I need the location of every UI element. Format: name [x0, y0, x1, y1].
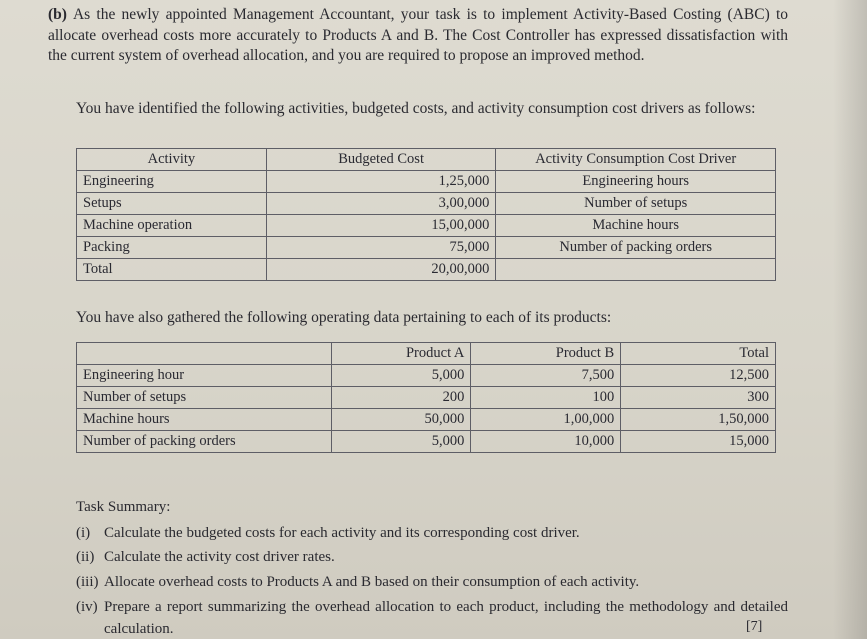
- question-intro: [48, 5, 788, 67]
- task-item-text: Calculate the budgeted costs for each activity and its corresponding cost driver.: [104, 525, 580, 541]
- task-item: [76, 522, 788, 544]
- task-item-number: (iii): [76, 574, 99, 590]
- activity-cell: Total: [77, 259, 267, 281]
- header-budgeted-cost: Budgeted Cost: [266, 149, 496, 171]
- activities-intro: You have identified the following activities, budgeted costs, and activity consumption cost drivers as follows:: [76, 100, 756, 117]
- driver-cell: Engineering hours: [496, 171, 776, 193]
- activities-table: [76, 148, 776, 281]
- header-cost-driver: Activity Consumption Cost Driver: [496, 149, 776, 171]
- table-row: [77, 193, 776, 215]
- product-a-cell: 50,000: [331, 409, 471, 431]
- table-row-total: [77, 259, 776, 281]
- page-edge-shadow: [833, 0, 867, 639]
- driver-cell: [496, 259, 776, 281]
- driver-cell: Number of setups: [496, 193, 776, 215]
- product-b-cell: 10,000: [471, 431, 621, 453]
- product-a-cell: 5,000: [331, 431, 471, 453]
- product-b-cell: 1,00,000: [471, 409, 621, 431]
- task-item: [76, 596, 788, 639]
- activity-cell: Packing: [77, 237, 267, 259]
- metric-cell: Number of packing orders: [77, 431, 332, 453]
- task-item-text: Prepare a report summarizing the overhead allocation to each product, including the methodology and detailed calculation.: [104, 599, 788, 637]
- driver-cell: Machine hours: [496, 215, 776, 237]
- task-summary-title: Task Summary:: [76, 499, 171, 515]
- cost-cell: 3,00,000: [266, 193, 496, 215]
- task-item-text: Allocate overhead costs to Products A and B based on their consumption of each activity.: [104, 574, 640, 590]
- metric-cell: Number of setups: [77, 387, 332, 409]
- task-item-number: (ii): [76, 549, 95, 565]
- header-total: Total: [621, 343, 776, 365]
- table-row: [77, 215, 776, 237]
- driver-cell: Number of packing orders: [496, 237, 776, 259]
- header-product-a: Product A: [331, 343, 471, 365]
- task-item-number: (iv): [76, 599, 98, 615]
- table-row: [77, 237, 776, 259]
- table-header-row: [77, 149, 776, 171]
- total-cell: 1,50,000: [621, 409, 776, 431]
- header-blank: [77, 343, 332, 365]
- question-intro-text: As the newly appointed Management Accountant, your task is to implement Activity-Based Costing (ABC) to allocate overhead costs more accurately to Products A and B. The Cost Controller has expressed dissatisfaction with the current system of overhead allocation, and you are required to propose an improved method.: [48, 6, 788, 64]
- total-cell: 300: [621, 387, 776, 409]
- question-label: (b): [48, 6, 67, 23]
- table-row: [77, 387, 776, 409]
- cost-cell: 1,25,000: [266, 171, 496, 193]
- cost-cell: 75,000: [266, 237, 496, 259]
- task-item: [76, 571, 788, 593]
- operating-data-table: [76, 342, 776, 453]
- marks-label: [7]: [746, 619, 763, 634]
- product-a-cell: 200: [331, 387, 471, 409]
- table-row: [77, 431, 776, 453]
- total-cell: 15,000: [621, 431, 776, 453]
- activity-cell: Engineering: [77, 171, 267, 193]
- table-row: [77, 409, 776, 431]
- header-activity: Activity: [77, 149, 267, 171]
- total-cell: 12,500: [621, 365, 776, 387]
- cost-cell: 15,00,000: [266, 215, 496, 237]
- product-a-cell: 5,000: [331, 365, 471, 387]
- header-product-b: Product B: [471, 343, 621, 365]
- product-b-cell: 7,500: [471, 365, 621, 387]
- activity-cell: Setups: [77, 193, 267, 215]
- task-item-number: (i): [76, 525, 91, 541]
- activity-cell: Machine operation: [77, 215, 267, 237]
- metric-cell: Machine hours: [77, 409, 332, 431]
- table-row: [77, 171, 776, 193]
- task-item-text: Calculate the activity cost driver rates.: [104, 549, 335, 565]
- cost-cell: 20,00,000: [266, 259, 496, 281]
- operating-intro: You have also gathered the following operating data pertaining to each of its products:: [76, 309, 612, 326]
- product-b-cell: 100: [471, 387, 621, 409]
- table-row: [77, 365, 776, 387]
- table-header-row: [77, 343, 776, 365]
- metric-cell: Engineering hour: [77, 365, 332, 387]
- task-item: [76, 546, 788, 568]
